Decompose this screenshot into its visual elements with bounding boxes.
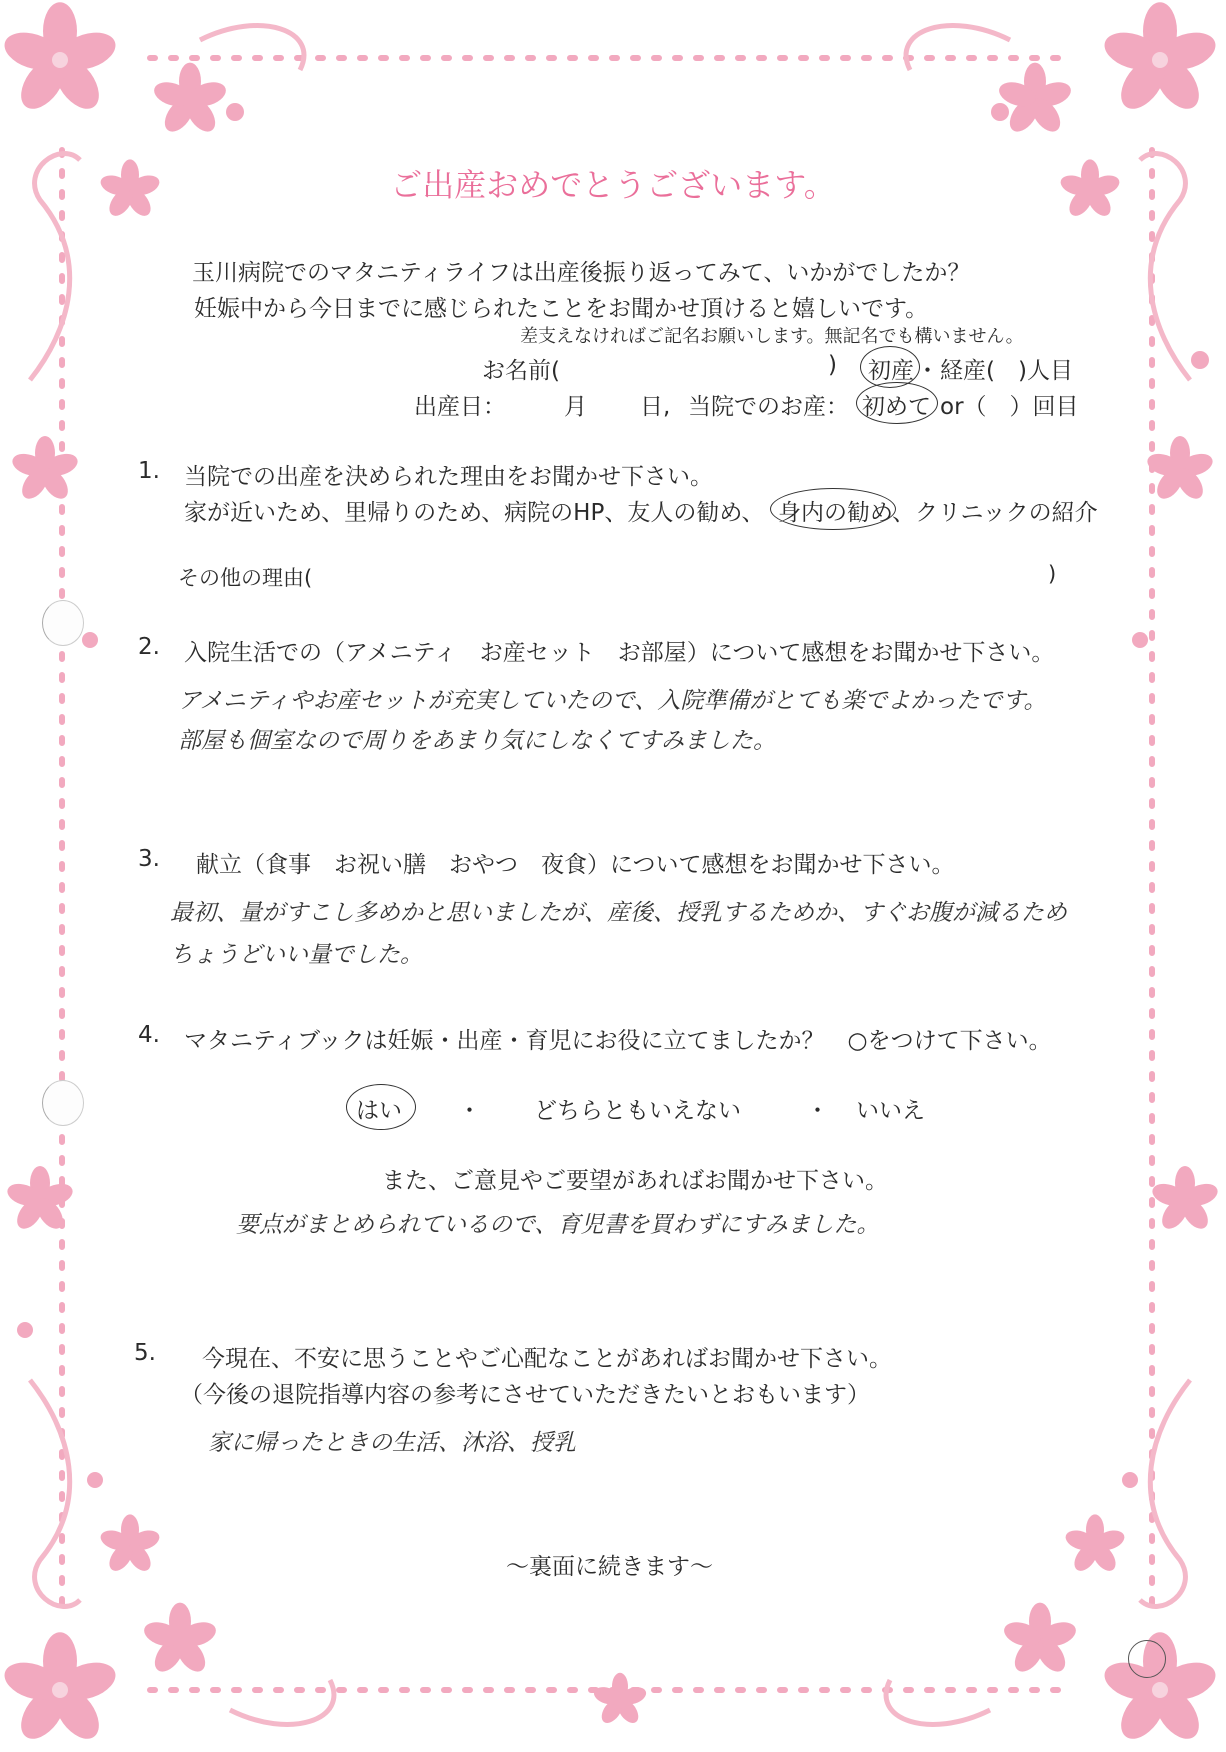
q1-option-circled: 身内の勧め xyxy=(778,500,893,526)
q4-answer: 要点がまとめられているので、育児書を買わずにすみました。 xyxy=(236,1212,880,1238)
first-time-circle xyxy=(856,382,938,424)
q1-other-label: その他の理由( xyxy=(178,566,313,590)
q5-question: 今現在、不安に思うことやご心配なことがあればお聞かせ下さい。 xyxy=(202,1346,892,1372)
page-title: ご出産おめでとうございます。 xyxy=(390,166,836,204)
q4-question: マタニティブックは妊娠・出産・育児にお役に立てましたか？ ○をつけて下さい。 xyxy=(184,1028,1052,1054)
q2-answer-line-1: アメニティやお産セットが充実していたので、入院準備がとても楽でよかったです。 xyxy=(178,688,1047,714)
q2-question: 入院生活での（アメニティ お産セット お部屋）について感想をお聞かせ下さい。 xyxy=(184,640,1055,666)
q4-choice-yes: はい xyxy=(356,1098,402,1124)
intro-note: 差支えなければご記名お願いします。無記名でも構いません。 xyxy=(520,326,1024,347)
q3-number: 3. xyxy=(138,846,160,872)
q2-number: 2. xyxy=(138,634,160,660)
q4-dot-1: ・ xyxy=(458,1098,481,1124)
name-label: お名前( xyxy=(482,358,560,384)
first-birth-option: 初産 xyxy=(868,358,914,384)
first-time-option: 初めて xyxy=(862,394,931,420)
punch-hole-upper xyxy=(42,600,84,646)
q4-choice-neither: どちらともいえない xyxy=(534,1098,741,1124)
separator-dot: ・ xyxy=(916,358,939,384)
punch-hole-lower xyxy=(42,1080,84,1126)
continue-note: ～裏面に続きます～ xyxy=(506,1554,713,1580)
q3-question: 献立（食事 お祝い膳 おやつ 夜食）について感想をお聞かせ下さい。 xyxy=(196,852,955,878)
month-label: 月 xyxy=(564,394,587,420)
q1-options-prefix: 家が近いため、里帰りのため、病院のHP、友人の勧め、 xyxy=(184,500,765,526)
q5-number: 5. xyxy=(134,1340,156,1366)
q3-answer-line-1: 最初、量がすこし多めかと思いましたが、産後、授乳するためか、すぐお腹が減るため xyxy=(170,900,1067,926)
q3-answer-line-2: ちょうどいい量でした。 xyxy=(170,942,423,968)
intro-line-2: 妊娠中から今日までに感じられたことをお聞かせ頂けると嬉しいです。 xyxy=(194,296,929,322)
q5-answer: 家に帰ったときの生活、沐浴、授乳 xyxy=(208,1430,576,1456)
q5-subtitle: （今後の退院指導内容の参考にさせていただきたいとおもいます） xyxy=(180,1382,870,1408)
day-label: 日, xyxy=(640,394,671,420)
q1-options-suffix: 、クリニックの紹介 xyxy=(892,500,1098,526)
q4-choice-no: いいえ xyxy=(856,1098,925,1124)
q1-number: 1. xyxy=(138,458,160,484)
q4-request: また、ご意見やご要望があればお聞かせ下さい。 xyxy=(382,1168,888,1194)
q2-answer-line-2: 部屋も個室なので周りをあまり気にしなくてすみました。 xyxy=(178,728,776,754)
q4-yes-circle xyxy=(346,1084,416,1130)
or-count-option: or（ ）回目 xyxy=(940,394,1079,420)
q4-number: 4. xyxy=(138,1022,160,1048)
corner-mark xyxy=(1128,1640,1166,1678)
birth-date-label: 出産日： xyxy=(414,394,506,420)
q1-other-close: ) xyxy=(1048,562,1057,586)
q1-choice-circle xyxy=(770,488,896,530)
intro-line-1: 玉川病院でのマタニティライフは出産後振り返ってみて、いかがでしたか？ xyxy=(192,260,971,286)
q4-dot-2: ・ xyxy=(806,1098,829,1124)
multi-birth-option: 経産( )人目 xyxy=(940,358,1073,384)
name-close: ) xyxy=(828,352,837,378)
q1-question: 当院での出産を決められた理由をお聞かせ下さい。 xyxy=(184,464,713,490)
hospital-birth-label: 当院でのお産： xyxy=(688,394,849,420)
